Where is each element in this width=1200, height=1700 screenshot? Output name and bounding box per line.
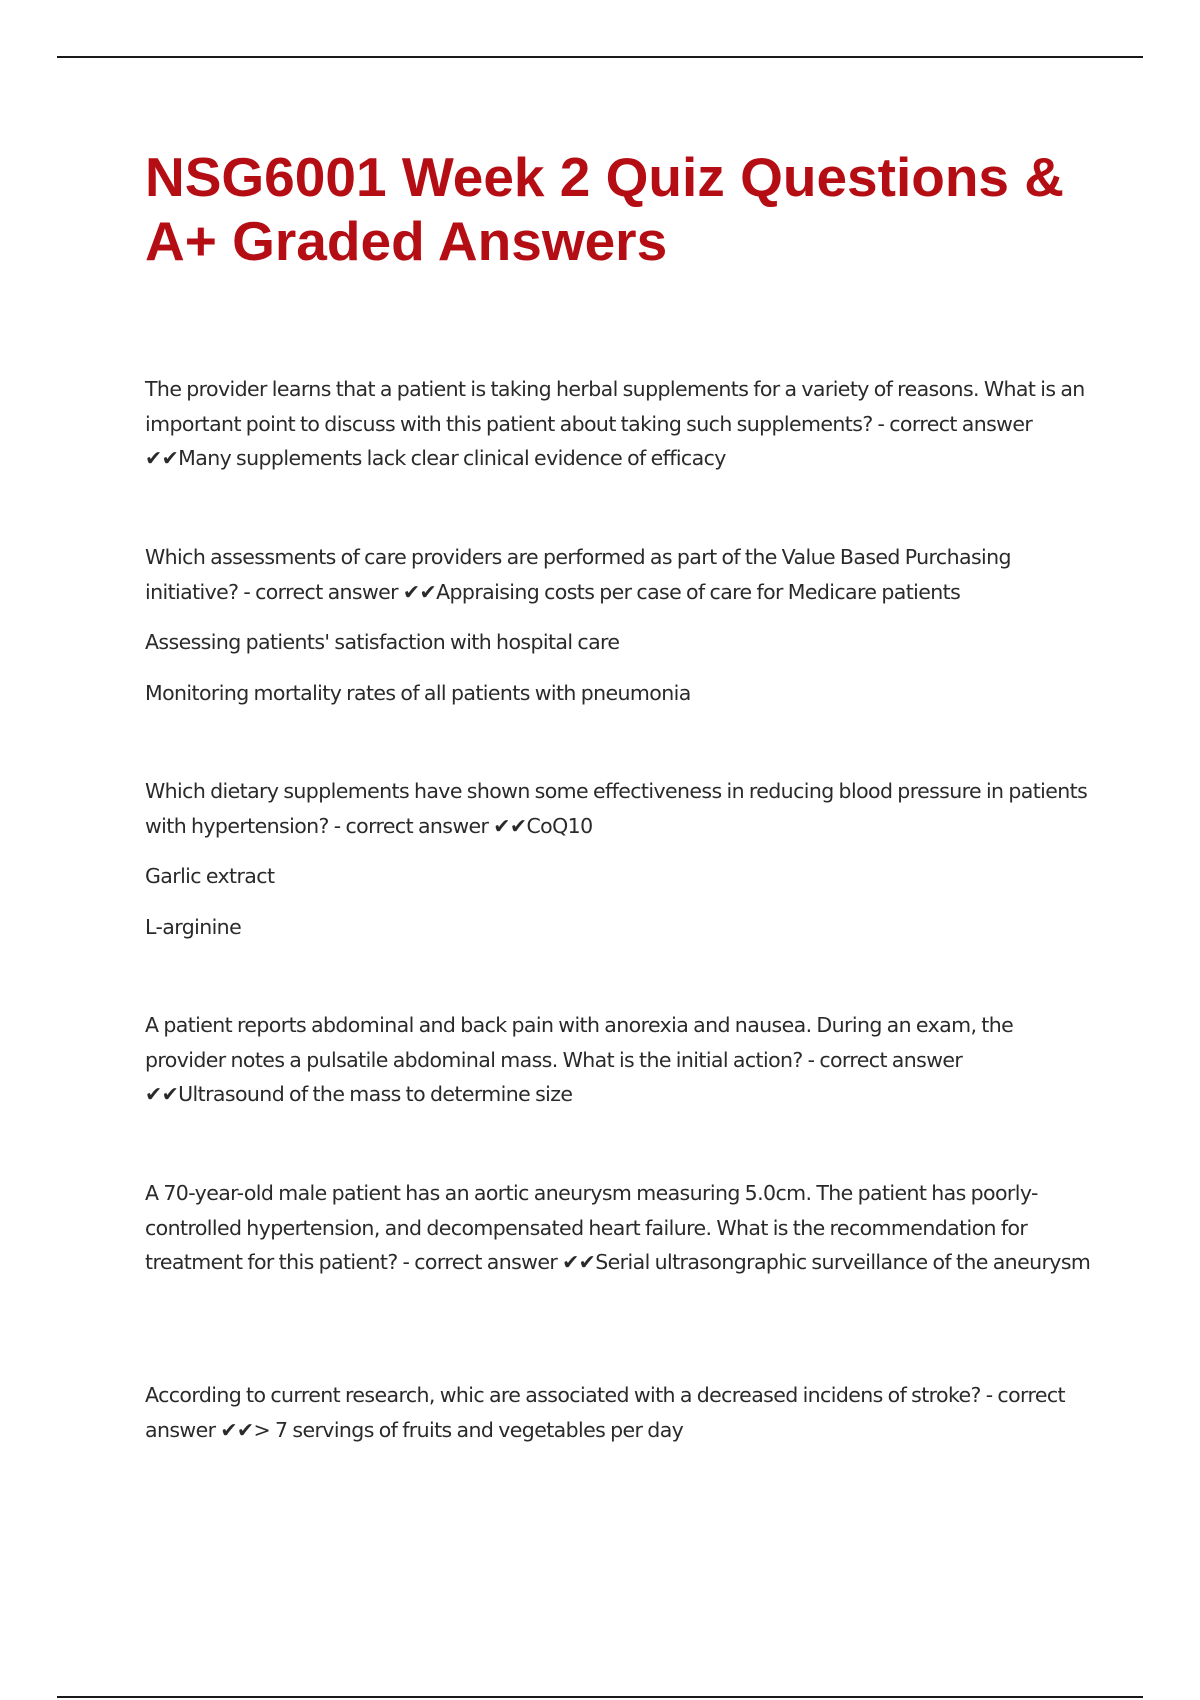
question-text: A 70-year-old male patient has an aortic aneurysm measuring 5.0cm. The patient has poorly-controlled hypertension, and decompensated heart failure. What is the recommendation for treatment for this patient? - correct answer ✔✔Serial ultrasongraphic surveillance of the aneurysm (145, 1181, 1091, 1274)
document-title: NSG6001 Week 2 Quiz Questions & A+ Graded Answers (145, 146, 1065, 272)
answer-option: Garlic extract (145, 864, 275, 888)
qa-item-4 (145, 1008, 1095, 1112)
qa-item-3 (145, 774, 1095, 944)
qa-item-1 (145, 372, 1095, 476)
top-rule (57, 56, 1143, 58)
question-text: Which assessments of care providers are performed as part of the Value Based Purchasing initiative? - correct answer ✔✔Appraising costs per case of care for Medicare patients (145, 545, 1011, 604)
question-text: A patient reports abdominal and back pain with anorexia and nausea. During an exam, the provider notes a pulsatile abdominal mass. What is the initial action? - correct answer ✔✔Ultrasound of the mass to determine size (145, 1013, 1014, 1106)
qa-item-5 (145, 1176, 1095, 1280)
qa-item-6 (145, 1378, 1095, 1447)
question-text: According to current research, whic are associated with a decreased incidens of stroke? - correct answer ✔✔> 7 servings of fruits and vegetables per day (145, 1383, 1065, 1442)
question-text: The provider learns that a patient is taking herbal supplements for a variety of reasons. What is an important point to discuss with this patient about taking such supplements? - correct answer ✔✔Many supplements lack clear clinical evidence of efficacy (145, 377, 1085, 470)
bottom-rule (57, 1696, 1143, 1698)
answer-option: Assessing patients' satisfaction with hospital care (145, 630, 620, 654)
answer-option: Monitoring mortality rates of all patients with pneumonia (145, 680, 691, 705)
qa-item-2 (145, 540, 1095, 710)
answer-option: L-arginine (145, 914, 242, 939)
question-text: Which dietary supplements have shown some effectiveness in reducing blood pressure in patients with hypertension? - correct answer ✔✔CoQ10 (145, 779, 1088, 838)
